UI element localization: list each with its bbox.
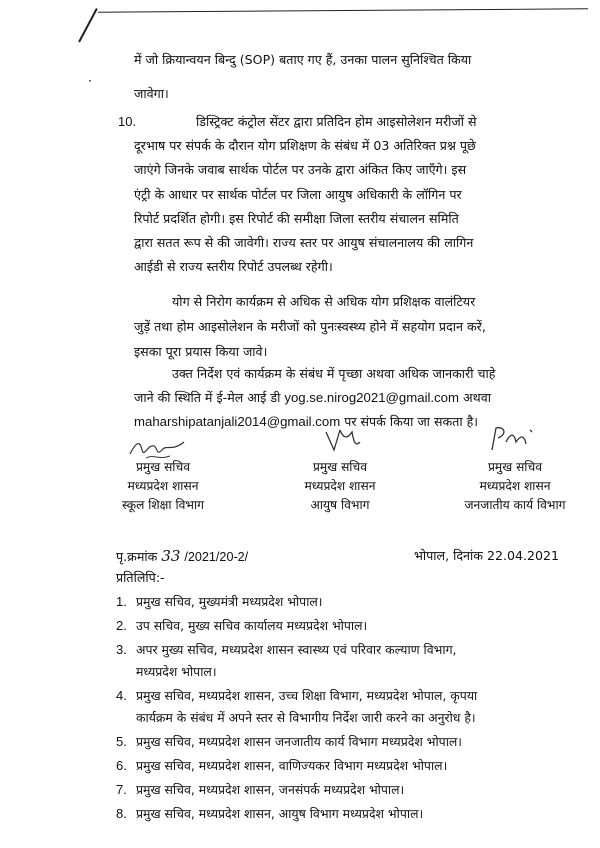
yoga-para-line-3: इसका पूरा प्रयास किया जावे। <box>134 344 268 359</box>
copy-item <box>116 806 423 822</box>
copy-item-number: 2. <box>116 618 127 633</box>
contact-para-line-2 <box>134 390 491 406</box>
copy-item <box>116 642 457 658</box>
point10-line-2: दूरभाष पर संपर्क के दौरान योग प्रशिक्षण के संबंध में 03 अतिरिक्त प्रश्न पूछे <box>134 138 476 153</box>
copy-item-text: प्रमुख सचिव, मध्यप्रदेश शासन, जनसंपर्क मध्यप्रदेश भोपाल। <box>136 782 405 797</box>
copy-item-number: 1. <box>116 594 127 609</box>
point10-line-6: द्वारा सतत रूप से की जावेगी। राज्य स्तर पर आयुष संचालनालय की लागिन <box>134 235 474 250</box>
copy-item-text: प्रमुख सचिव, मध्यप्रदेश शासन जनजातीय कार्य विभाग मध्यप्रदेश भोपाल। <box>136 734 462 749</box>
point10-line-4: एंट्री के आधार पर सार्थक पोर्टल पर जिला आयुष अधिकारी के लॉगिन पर <box>134 187 462 202</box>
contact-para-line-3 <box>134 414 478 430</box>
copy-item-continuation: मध्यप्रदेश भोपाल। <box>136 664 217 679</box>
contact-text-or: अथवा <box>459 390 491 405</box>
signatory-dept: जनजातीय कार्य विभाग <box>464 498 566 512</box>
copy-item-continuation: कार्यक्रम के संबंध में अपने स्तर से विभागीय निर्देश जारी करने का अनुरोध है। <box>136 710 476 725</box>
reference-suffix: /2021/20-2/ <box>184 550 249 564</box>
signatory-dept: आयुष विभाग <box>310 498 370 512</box>
copy-item-text: प्रमुख सचिव, मध्यप्रदेश शासन, आयुष विभाग मध्यप्रदेश भोपाल। <box>136 806 424 821</box>
signatory-tribal <box>440 458 590 515</box>
reference-prefix: पृ.क्रमांक <box>116 549 158 564</box>
copy-item <box>116 758 447 774</box>
copy-item <box>116 594 323 610</box>
page-fold-line <box>98 8 588 12</box>
point10-line-5: रिपोर्ट प्रदर्शित होगी। इस रिपोर्ट की समीक्षा जिला स्तरीय संचालन समिति <box>134 211 459 226</box>
yoga-para-line-1: योग से निरोग कार्यक्रम से अधिक से अधिक योग प्रशिक्षक वालंटियर <box>172 294 476 309</box>
copy-item-number: 6. <box>116 758 127 773</box>
point-number: 10. <box>118 114 137 129</box>
copy-item <box>116 688 477 704</box>
signatory-gov: मध्यप्रदेश शासन <box>304 479 376 493</box>
copy-item-text: प्रमुख सचिव, मुख्यमंत्री मध्यप्रदेश भोपाल। <box>136 594 323 609</box>
signature-ayush <box>322 424 362 456</box>
copy-item-text: प्रमुख सचिव, मध्यप्रदेश शासन, उच्च शिक्षा विभाग, मध्यप्रदेश भोपाल, कृपया <box>136 688 478 703</box>
point10-line-7: आईडी से राज्य स्तरीय रिपोर्ट उपलब्ध रहेगी। <box>134 259 333 274</box>
copy-item <box>116 782 404 798</box>
signatory-ayush <box>275 458 405 515</box>
contact-text: जाने की स्थिति में ई-मेल आई डी <box>134 390 285 405</box>
signatory-gov: मध्यप्रदेश शासन <box>127 479 199 493</box>
signature-tribal <box>486 424 536 454</box>
signatory-school <box>98 458 228 515</box>
copy-item-number: 8. <box>116 806 127 821</box>
contact-text-end: पर संपर्क किया जा सकता है। <box>340 414 479 429</box>
page-fold-corner <box>78 8 98 42</box>
copy-heading: प्रतिलिपि:- <box>116 570 165 585</box>
signatory-title: प्रमुख सचिव <box>488 460 542 474</box>
reference-number <box>116 548 248 565</box>
copy-item <box>116 734 462 750</box>
email-link-patanjali[interactable]: maharshipatanjali2014@gmail.com <box>134 414 341 429</box>
email-link-yog[interactable]: yog.se.nirog2021@gmail.com <box>284 390 460 405</box>
continuation-line-2: जावेगा। <box>134 86 169 101</box>
copy-item-text: अपर मुख्य सचिव, मध्यप्रदेश शासन स्वास्थ्य एवं परिवार कल्याण विभाग, <box>136 642 457 657</box>
copy-item-number: 4. <box>116 688 127 703</box>
point10-line-1: डिस्ट्रिक्ट कंट्रोल सेंटर द्वारा प्रतिदिन होम आइसोलेशन मरीजों से <box>196 114 477 129</box>
signatory-title: प्रमुख सचिव <box>136 460 190 474</box>
signatory-dept: स्कूल शिक्षा विभाग <box>122 498 204 512</box>
copy-item-text: प्रमुख सचिव, मध्यप्रदेश शासन, वाणिज्यकर विभाग मध्यप्रदेश भोपाल। <box>136 758 448 773</box>
copy-item <box>116 618 367 634</box>
copy-item-number: 5. <box>116 734 127 749</box>
place-date: भोपाल, दिनांक 22.04.2021 <box>414 548 560 563</box>
point10-line-3: जाएंगे जिनके जवाब सार्थक पोर्टल पर उनके द्वारा अंकित किए जाएँगे। इस <box>134 162 467 177</box>
copy-item-number: 3. <box>116 642 127 657</box>
signatory-title: प्रमुख सचिव <box>313 460 367 474</box>
copy-item-number: 7. <box>116 782 127 797</box>
copy-item-text: उप सचिव, मुख्य सचिव कार्यालय मध्यप्रदेश भोपाल। <box>136 618 368 633</box>
signatory-gov: मध्यप्रदेश शासन <box>479 479 551 493</box>
handwritten-number: 33 <box>161 547 181 565</box>
yoga-para-line-2: जुड़ें तथा होम आइसोलेशन के मरीजों को पुनःस्वस्थ्य होने में सहयोग प्रदान करें, <box>134 319 486 334</box>
contact-para-line-1: उक्त निर्देश एवं कार्यक्रम के संबंध में पृच्छा अथवा अधिक जानकारी चाहे <box>172 366 496 381</box>
continuation-line-1: में जो क्रियान्वयन बिन्दु (SOP) बताए गए हैं, उनका पालन सुनिश्चित किया <box>134 52 472 67</box>
margin-mark: ᐧ <box>88 74 92 90</box>
